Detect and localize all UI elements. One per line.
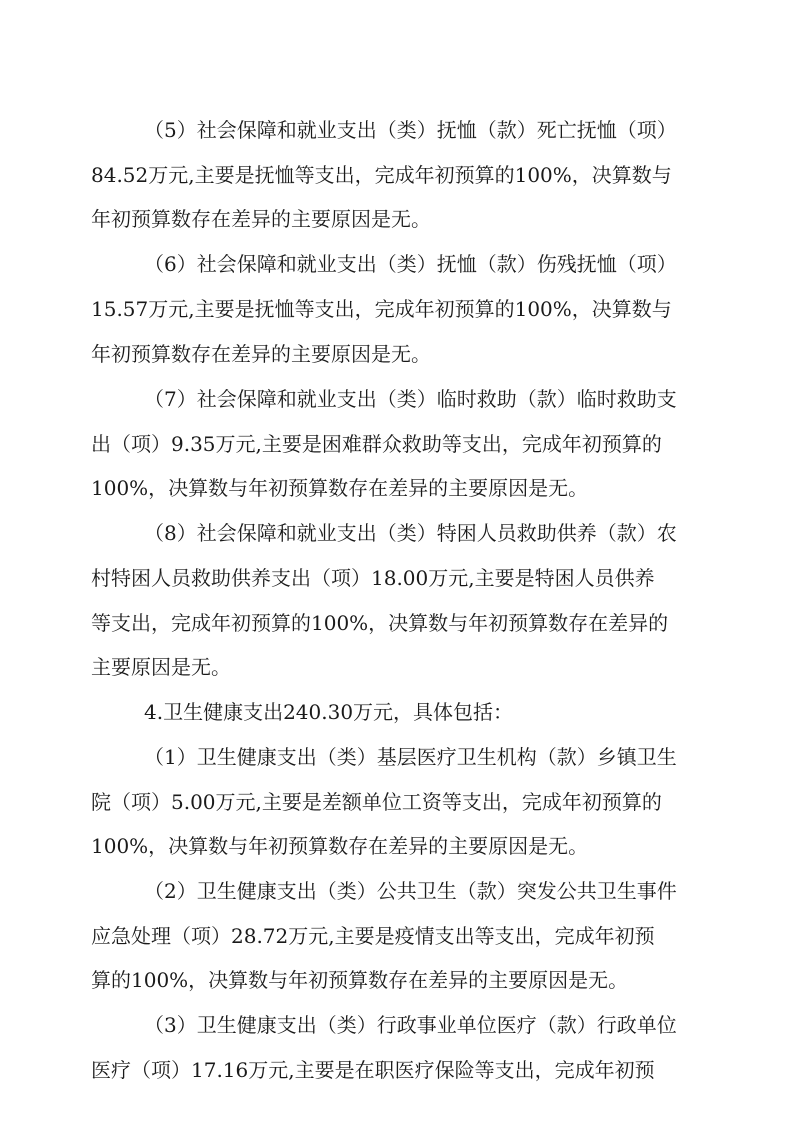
text-line: （3）卫生健康支出（类）行政事业单位医疗（款）行政单位 [144,1013,677,1037]
text-line: 84.52万元,主要是抚恤等支出，完成年初预算的100%，决算数与 [91,163,672,187]
text-line: （6）社会保障和就业支出（类）抚恤（款）伤残抚恤（项） [144,252,677,276]
text-line: 应急处理（项）28.72万元,主要是疫情支出等支出，完成年初预 [91,924,655,948]
text-line: 15.57万元,主要是抚恤等支出，完成年初预算的100%，决算数与 [91,297,672,321]
text-line: 院（项）5.00万元,主要是差额单位工资等支出，完成年初预算的 [91,790,662,814]
text-line: 等支出，完成年初预算的100%，决算数与年初预算数存在差异的 [91,611,669,635]
text-line: （5）社会保障和就业支出（类）抚恤（款）死亡抚恤（项） [144,118,677,142]
text-line: 出（项）9.35万元,主要是困难群众救助等支出，完成年初预算的 [91,432,662,456]
text-line: 100%，决算数与年初预算数存在差异的主要原因是无。 [91,834,589,858]
text-line: （1）卫生健康支出（类）基层医疗卫生机构（款）乡镇卫生 [144,745,677,769]
text-line: 100%，决算数与年初预算数存在差异的主要原因是无。 [91,476,589,500]
text-line: 年初预算数存在差异的主要原因是无。 [91,207,431,231]
text-line: 算的100%，决算数与年初预算数存在差异的主要原因是无。 [91,968,629,992]
text-line: 年初预算数存在差异的主要原因是无。 [91,342,431,366]
text-line: （7）社会保障和就业支出（类）临时救助（款）临时救助支 [144,387,677,411]
text-line: 村特困人员救助供养支出（项）18.00万元,主要是特困人员供养 [91,566,655,590]
text-line: （2）卫生健康支出（类）公共卫生（款）突发公共卫生事件 [144,879,677,903]
text-line: （8）社会保障和就业支出（类）特困人员救助供养（款）农 [144,521,677,545]
section-heading: 4.卫生健康支出240.30万元，具体包括： [144,700,514,724]
text-line: 主要原因是无。 [91,655,231,679]
text-line: 医疗（项）17.16万元,主要是在职医疗保险等支出，完成年初预 [91,1058,655,1082]
